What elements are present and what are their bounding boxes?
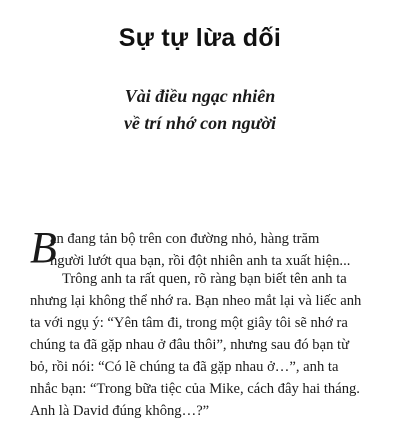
paragraph-line: chúng ta đã gặp nhau ở đâu thôi”, nhưng sau đó bạn từ: [30, 337, 349, 353]
paragraph-line: nhắc bạn: “Trong bữa tiệc của Mike, cách đây hai tháng.: [30, 381, 360, 397]
paragraph-line: người lướt qua bạn, rồi đột nhiên anh ta xuất hiện...: [50, 253, 351, 269]
opening-paragraph: [30, 223, 377, 272]
chapter-subtitle-line-2: về trí nhớ con người: [123, 113, 277, 133]
paragraph-line: Trông anh ta rất quen, rõ ràng bạn biết tên anh ta: [62, 271, 347, 287]
paragraph-line: ta với ngụ ý: “Yên tâm đi, trong một giây tôi sẽ nhớ ra: [30, 315, 348, 331]
drop-cap-letter: B: [30, 223, 57, 272]
paragraph-line: bỏ, rồi nói: “Có lẽ chúng ta đã gặp nhau ở…”, anh ta: [30, 359, 339, 375]
chapter-title: Sự tự lừa dối: [118, 24, 282, 52]
paragraph-line: Anh là David đúng không…?”: [30, 403, 210, 419]
chapter-subtitle-line-1: Vài điều ngạc nhiên: [124, 86, 276, 106]
paragraph-line: nhưng lại không thể nhớ ra. Bạn nheo mắt lại và liếc anh: [30, 293, 362, 309]
paragraph-line: ạn đang tản bộ trên con đường nhỏ, hàng trăm: [50, 231, 320, 247]
second-paragraph: [30, 268, 377, 422]
